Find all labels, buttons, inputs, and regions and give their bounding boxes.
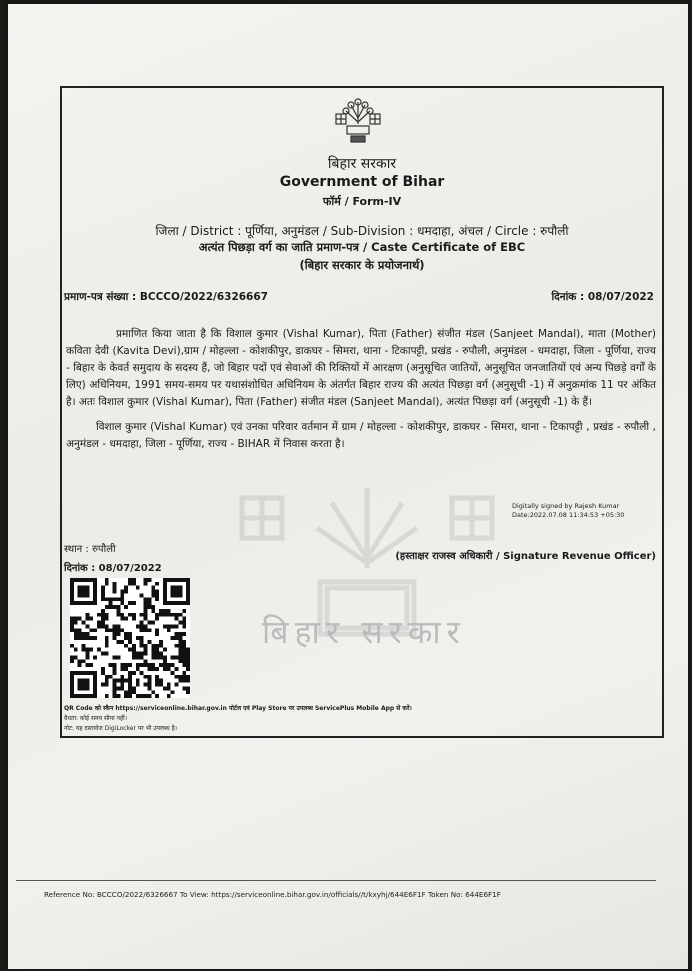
certificate-number: प्रमाण-पत्र संख्या : BCCCO/2022/6326667 [64, 291, 268, 303]
jurisdiction-line: जिला / District : पूर्णिया, अनुमंडल / Sub-Division : धमदाहा, अंचल / Circle : रुपौली [155, 224, 569, 238]
bihar-emblem-icon [332, 94, 384, 146]
certificate-date: दिनांक : 08/07/2022 [551, 291, 654, 303]
qr-scan-note: QR Code को स्कैन https://serviceonline.bihar.gov.in पोर्टल एवं Play Store पर उपलब्ध ServicePlus Mobile App से करें। [64, 705, 412, 712]
govt-english-heading: Government of Bihar [279, 174, 445, 190]
body-paragraph-2: विशाल कुमार (Vishal Kumar) एवं उनका परिवार वर्तमान में ग्राम / मोहल्ला - कोशकीपुर, डाकघर - सिमरा, थाना - टिकापट्टी , प्रखंड - रुपौली , अनुमंडल - धमदाहा, जिला - पूर्णिया, राज्य - BIHAR में निवास करता है। [66, 421, 656, 450]
digital-signature-date: Date:2022.07.08 11:34:53 +05:30 [512, 511, 625, 519]
digital-signature-name: Digitally signed by Rajesh Kumar [512, 502, 620, 510]
certificate-title: अत्यंत पिछड़ा वर्ग का जाति प्रमाण-पत्र / Caste Certificate of EBC [198, 240, 526, 254]
qr-code[interactable] [68, 578, 192, 698]
signature-officer: (हस्ताक्षर राजस्व अधिकारी / Signature Revenue Officer) [395, 551, 656, 562]
watermark-text: बिहार सरकार [262, 613, 466, 651]
validity-note: वैधता: कोई समय सीमा नहीं। [64, 715, 127, 722]
body-paragraph-1: प्रमाणित किया जाता है कि विशाल कुमार (Vishal Kumar), पिता (Father) संजीत मंडल (Sanjeet Mandal), माता (Mother) कविता देवी (Kavita Devi),ग्राम / मोहल्ला - कोशकीपुर, डाकघर - सिमरा, थाना - टिकापट्टी, प्रखंड - रुपौली, अनुमंडल - धमदाहा, जिला - पूर्णिया, राज्य - बिहार के केवर्त समुदाय के सदस्य हैं, जो बिहार पदों एवं सेवाओं की रिक्तियों में आरक्षण (अनुसूचित जातियों, अनुसूचित जनजातियों एवं अन्य पिछड़े वर्गों के लिए) अधिनियम, 1991 समय-समय पर यथासंशोधित अधिनियम के अंतर्गत बिहार राज्य की अत्यंत पिछड़ा वर्ग (अनुसूची -1) में अनुक्रमांक 11 पर अंकित है। अतः विशाल कुमार (Vishal Kumar), पिता (Father) संजीत मंडल (Sanjeet Mandal), अत्यंत पिछड़ा वर्ग (अनुसूची -1) के हैं। [66, 328, 656, 408]
digital-signature [512, 502, 624, 520]
reference-line: Reference No: BCCCO/2022/6326667 To View: https://serviceonline.bihar.gov.in/officials//t/kxyhj/644E6F1F Token No: 644E6F1F [44, 890, 501, 899]
digilocker-note: नोट: यह दस्तावेज DigiLocker पर भी उपलब्ध है। [64, 725, 178, 732]
certificate-frame [60, 86, 664, 738]
certificate-paper [8, 4, 688, 969]
place-label: स्थान : रुपौली [64, 544, 116, 555]
place-date: दिनांक : 08/07/2022 [64, 563, 162, 574]
govt-hindi-heading: बिहार सरकार [327, 156, 397, 172]
footer-divider [16, 880, 656, 881]
purpose-line: (बिहार सरकार के प्रयोजनार्थ) [299, 258, 425, 272]
certificate-body [66, 326, 656, 453]
form-label: फॉर्म / Form-IV [322, 195, 402, 208]
